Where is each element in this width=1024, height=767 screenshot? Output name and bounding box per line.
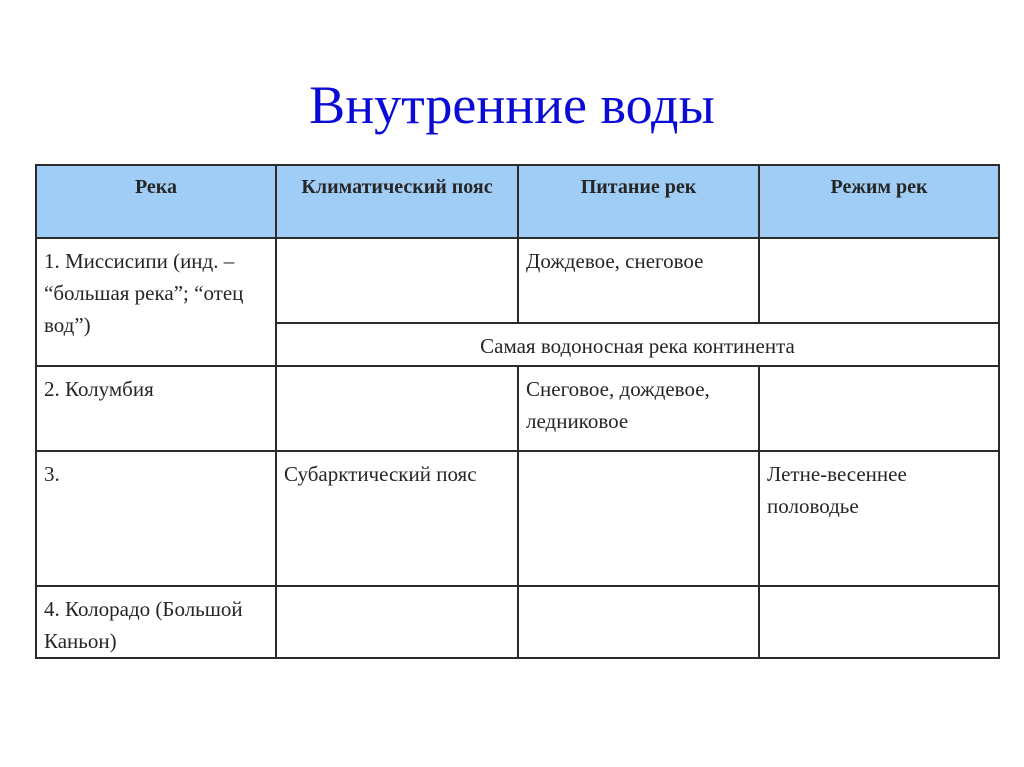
cell-river bbox=[36, 238, 276, 366]
page-title: Внутренние воды bbox=[309, 75, 715, 135]
table-row bbox=[36, 238, 999, 323]
table-row bbox=[36, 586, 999, 658]
cell-text: 4. Колорадо (Большой Каньон) bbox=[44, 597, 243, 653]
table-row bbox=[36, 451, 999, 586]
cell-climate bbox=[276, 366, 518, 451]
cell-text: Снеговое, дождевое, ледниковое bbox=[526, 377, 710, 433]
cell-regime bbox=[759, 586, 999, 658]
cell-feeding bbox=[518, 586, 759, 658]
cell-text: 2. Колумбия bbox=[44, 377, 154, 401]
header-climate: Климатический пояс bbox=[276, 165, 518, 238]
cell-river bbox=[36, 586, 276, 658]
cell-note bbox=[276, 323, 999, 366]
cell-feeding bbox=[518, 238, 759, 323]
cell-text: Летне-весеннее половодье bbox=[767, 462, 907, 518]
cell-regime bbox=[759, 238, 999, 323]
cell-climate bbox=[276, 451, 518, 586]
cell-text: Дождевое, снеговое bbox=[526, 249, 704, 273]
cell-climate bbox=[276, 238, 518, 323]
cell-text: 1. Миссисипи (инд. – “большая река”; “отец вод”) bbox=[44, 249, 244, 337]
table-header-row bbox=[36, 165, 999, 238]
cell-feeding bbox=[518, 451, 759, 586]
rivers-table bbox=[35, 164, 1000, 659]
cell-regime bbox=[759, 451, 999, 586]
cell-text: Субарктический пояс bbox=[284, 462, 477, 486]
cell-text: 3. bbox=[44, 462, 60, 486]
header-regime: Режим рек bbox=[759, 165, 999, 238]
table-row bbox=[36, 366, 999, 451]
header-feeding: Питание рек bbox=[518, 165, 759, 238]
cell-river bbox=[36, 451, 276, 586]
cell-feeding bbox=[518, 366, 759, 451]
header-river: Река bbox=[36, 165, 276, 238]
cell-river bbox=[36, 366, 276, 451]
cell-text: Самая водоносная река континента bbox=[480, 334, 795, 358]
cell-regime bbox=[759, 366, 999, 451]
cell-climate bbox=[276, 586, 518, 658]
